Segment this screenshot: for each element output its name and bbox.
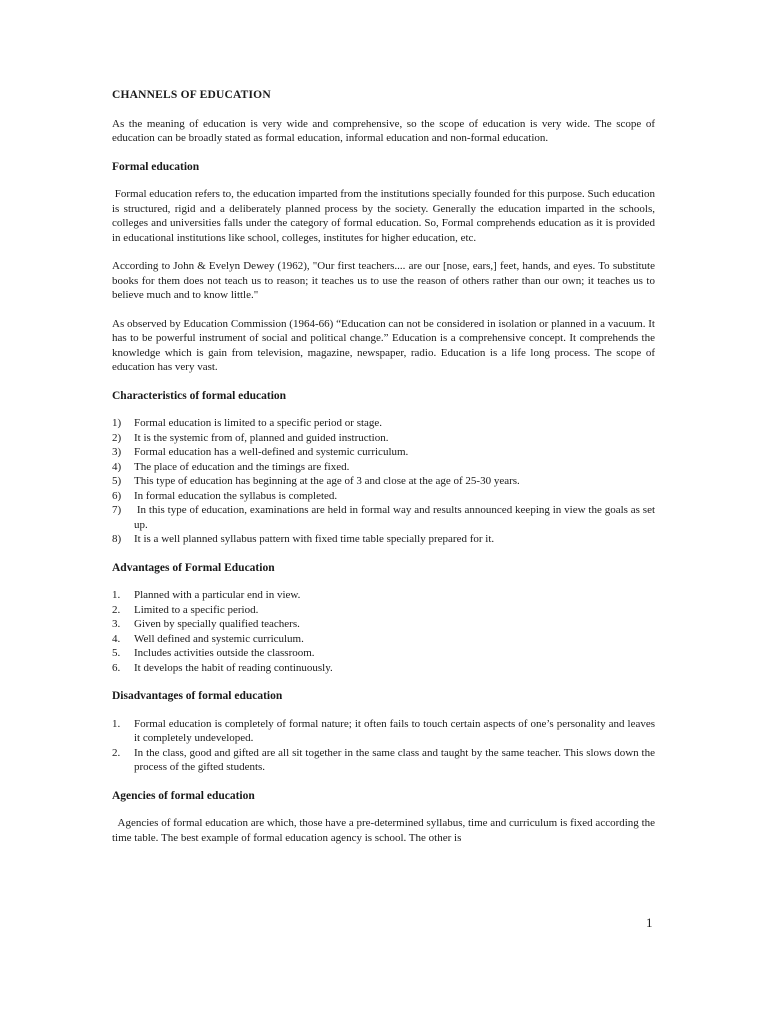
advantages-heading: Advantages of Formal Education	[112, 561, 275, 574]
list-item-number: 4)	[112, 460, 122, 473]
list-item-text: Given by specially qualified teachers.	[134, 618, 300, 630]
list-item-number: 2.	[112, 746, 121, 759]
list-item-text: In formal education the syllabus is completed.	[134, 489, 338, 502]
list-item-text: Includes activities outside the classroom.	[134, 647, 315, 659]
list-item	[112, 431, 655, 446]
list-item-text: Formal education has a well-defined and systemic curriculum.	[134, 446, 409, 458]
page-number: 1	[646, 915, 653, 930]
list-item-number: 6)	[112, 489, 122, 502]
list-item	[112, 532, 655, 547]
list-item-number: 1.	[112, 589, 121, 601]
list-item-number: 1)	[112, 417, 122, 429]
list-item-number: 2)	[112, 431, 122, 444]
list-item	[112, 445, 655, 460]
list-item-text: It is a well planned syllabus pattern with fixed time table specially prepared for it.	[134, 533, 495, 545]
list-item	[112, 746, 655, 775]
list-item-text: Limited to a specific period.	[134, 603, 259, 616]
list-item-number: 1.	[112, 717, 121, 730]
characteristics-list	[112, 416, 658, 547]
list-item-number: 2.	[112, 603, 121, 616]
list-item-text: Planned with a particular end in view.	[134, 589, 301, 601]
list-item-number: 5.	[112, 647, 121, 659]
agencies-heading: Agencies of formal education	[112, 789, 255, 802]
list-item-number: 5)	[112, 475, 122, 487]
list-item	[112, 503, 658, 532]
list-item-number: 8)	[112, 533, 122, 545]
disadvantages-list	[112, 717, 655, 775]
education-commission-paragraph: As observed by Education Commission (1964-66) “Education can not be considered in isolation or planned in a vacuum. It has to be powerful instrument of social and political change.” Education is a comprehensive concept. It comprehends the knowledge which is gain from television, magazine, newspaper, radio. Education is a life long process. The scope of education has very vast.	[112, 317, 655, 373]
list-item-text: This type of education has beginning at the age of 3 and close at the age of 25-30 years.	[134, 475, 520, 487]
dewey-quote-paragraph: According to John & Evelyn Dewey (1962), "Our first teachers.... are our [nose, ears,] feet, hands, and eyes. To substitute books for them does not teach us to reason; it teaches us to use the reason of others rather than our own; it teaches us to believe much and to know little."	[112, 260, 655, 301]
agencies-paragraph: Agencies of formal education are which, those have a pre-determined syllabus, time and curriculum is fixed according the time table. The best example of formal education agency is school. The other is	[112, 817, 658, 844]
list-item-text: Well defined and systemic curriculum.	[134, 632, 304, 645]
document-title: CHANNELS OF EDUCATION	[112, 89, 271, 101]
list-item-number: 3.	[112, 618, 121, 630]
list-item-number: 6.	[112, 661, 121, 674]
characteristics-heading: Characteristics of formal education	[112, 389, 287, 402]
list-item	[112, 489, 655, 504]
list-item	[112, 588, 655, 603]
list-item	[112, 632, 655, 647]
list-item	[112, 474, 655, 489]
document-page	[112, 88, 658, 859]
list-item-text: Formal education is limited to a specific period or stage.	[134, 417, 383, 429]
list-item	[112, 416, 655, 431]
list-item	[112, 717, 655, 746]
intro-paragraph: As the meaning of education is very wide and comprehensive, so the scope of education is very wide. The scope of education can be broadly stated as formal education, informal education and non-formal education.	[112, 117, 655, 144]
list-item-text: In the class, good and gifted are all sit together in the same class and taught by the same teacher. This slows down the process of the gifted students.	[134, 746, 655, 773]
list-item	[112, 460, 655, 475]
formal-definition-paragraph: Formal education refers to, the education imparted from the institutions specially founded for this purpose. Such education is structured, rigid and a deliberately planned process by the society. Generally the education imparted in the schools, colleges and universities falls under the category of formal education. So, Formal comprehends education as it is provided in educational institutions like school, colleges, institutes for higher education, etc.	[112, 188, 658, 244]
list-item-text: Formal education is completely of formal nature; it often fails to touch certain aspects of one’s personality and leaves it completely undeveloped.	[134, 717, 655, 744]
list-item	[112, 603, 655, 618]
advantages-list	[112, 588, 655, 675]
disadvantages-heading: Disadvantages of formal education	[112, 690, 283, 702]
list-item	[112, 661, 655, 676]
list-item	[112, 617, 655, 632]
list-item-text: The place of education and the timings are fixed.	[134, 460, 350, 473]
list-item-number: 3)	[112, 446, 122, 458]
list-item-text: It is the systemic from of, planned and guided instruction.	[134, 431, 389, 444]
list-item	[112, 646, 655, 661]
list-item-text: In this type of education, examinations are held in formal way and results announced keeping in view the goals as set up.	[134, 504, 658, 531]
formal-education-heading: Formal education	[112, 160, 200, 173]
list-item-text: It develops the habit of reading continuously.	[134, 661, 333, 674]
list-item-number: 7)	[112, 504, 122, 516]
list-item-number: 4.	[112, 632, 121, 645]
